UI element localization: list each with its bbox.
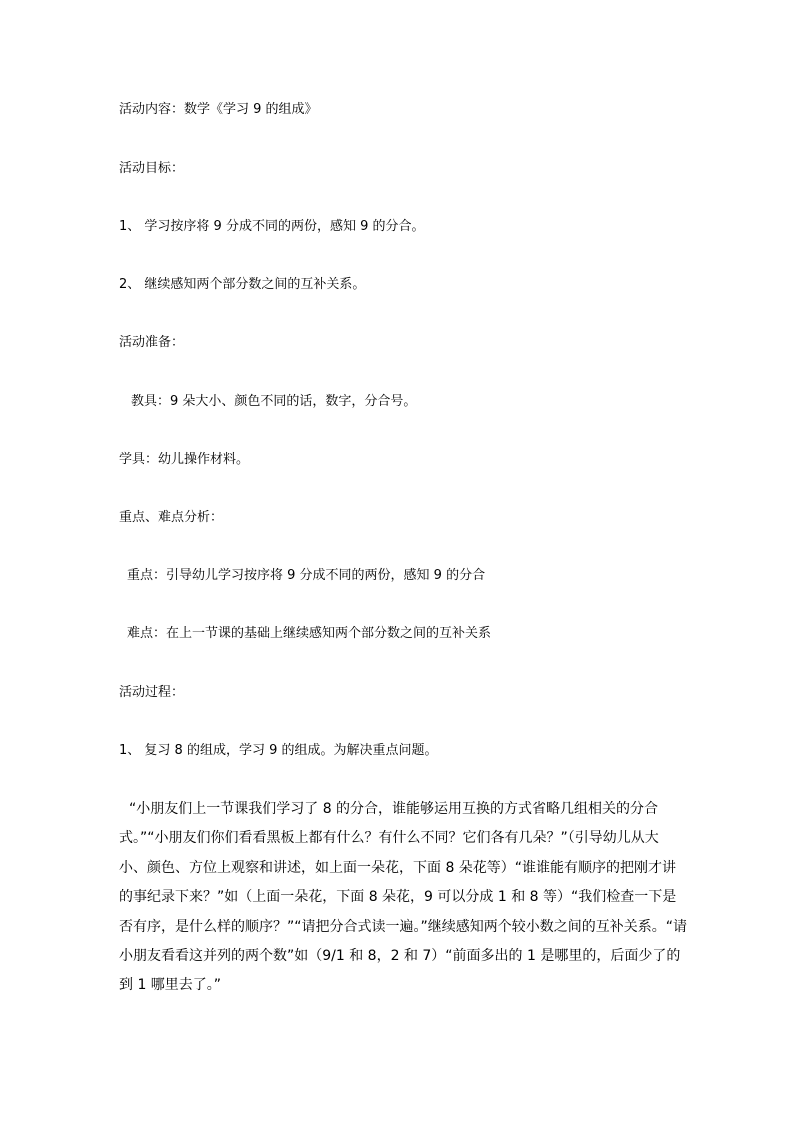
- activity-content-line: 活动内容：数学《学习 9 的组成》: [119, 102, 318, 117]
- key-point-line: 重点：引导幼儿学习按序将 9 分成不同的两份，感知 9 的分合: [127, 568, 486, 583]
- process-heading: 活动过程：: [119, 685, 185, 700]
- process-step-1: 1、 复习 8 的组成，学习 9 的组成。为解决重点问题。: [119, 743, 438, 758]
- paragraph-line: 否有序，是什么样的顺序？”“请把分合式读一遍。”继续感知两个较小数之间的互补关系。“请: [119, 918, 688, 935]
- goal-item-2: 2、 继续感知两个部分数之间的互补关系。: [119, 277, 366, 292]
- paragraph-line: 式。”“小朋友们你们看看黑板上都有什么？有什么不同？它们各有几朵？”（引导幼儿从大: [119, 830, 659, 847]
- goals-heading: 活动目标：: [119, 161, 185, 176]
- preparation-teacher-tools: 教具：9 朵大小、颜色不同的话，数字，分合号。: [131, 394, 417, 409]
- paragraph-line: 到 1 哪里去了。”: [119, 977, 222, 994]
- preparation-student-tools: 学具：幼儿操作材料。: [119, 452, 250, 467]
- paragraph-line: 的事纪录下来？”如（上面一朵花，下面 8 朵花，9 可以分成 1 和 8 等）“我们检查一下是: [119, 889, 677, 906]
- preparation-heading: 活动准备：: [119, 335, 185, 350]
- process-paragraph: [119, 795, 688, 1001]
- paragraph-line: 小朋友看看这并列的两个数”如（9/1 和 8，2 和 7）“前面多出的 1 是哪里的，后面少了的: [119, 948, 681, 965]
- goal-item-1: 1、 学习按序将 9 分成不同的两份，感知 9 的分合。: [119, 219, 425, 234]
- paragraph-line: “小朋友们上一节课我们学习了 8 的分合，谁能够运用互换的方式省略几组相关的分合: [129, 801, 659, 817]
- paragraph-line: 小、颜色、方位上观察和讲述，如上面一朵花，下面 8 朵花等）“谁谁能有顺序的把刚才讲: [119, 859, 677, 876]
- difficulty-line: 难点：在上一节课的基础上继续感知两个部分数之间的互补关系: [127, 626, 492, 641]
- analysis-heading: 重点、难点分析：: [119, 510, 224, 525]
